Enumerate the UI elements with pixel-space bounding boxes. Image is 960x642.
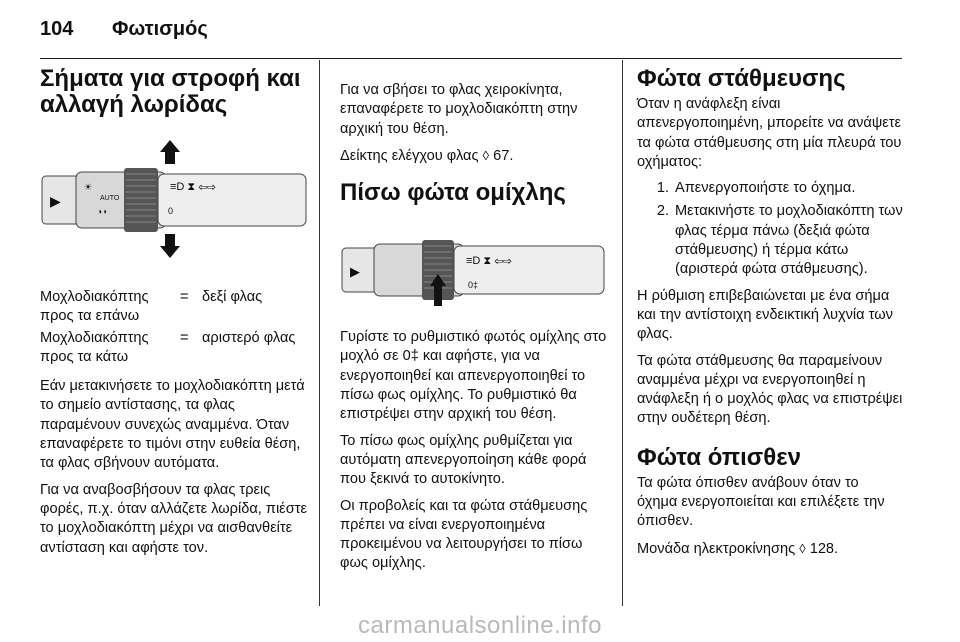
cross-reference bbox=[340, 146, 608, 166]
arrow-down-icon bbox=[160, 234, 180, 258]
reference-page-link[interactable]: 128. bbox=[809, 540, 839, 557]
paragraph-text: Για να σβήσει το φλας χειροκίνητα, επαναφέρετε το μοχλοδιακόπτη στην αρχική του θέση. bbox=[340, 82, 578, 137]
step-text: Απενεργοποιήστε το όχημα. bbox=[675, 180, 856, 197]
chapter-title: Φωτισμός bbox=[112, 18, 208, 40]
turn-signal-stalk-figure bbox=[40, 128, 308, 278]
svg-text:☀: ☀ bbox=[84, 182, 93, 192]
definition-row bbox=[40, 288, 308, 327]
step-number: 1. bbox=[656, 180, 669, 197]
reference-arrow-icon: ◊ bbox=[482, 147, 490, 163]
fog-light-stalk-figure bbox=[340, 214, 608, 314]
stalk-symbol: ▶ bbox=[50, 193, 61, 209]
step-list bbox=[637, 179, 903, 279]
fog-light-icon: 0‡ bbox=[402, 348, 419, 365]
section-heading-reverse-lights: Φώτα όπισθεν bbox=[637, 443, 801, 471]
figure-label-zero: 0 bbox=[168, 206, 174, 216]
list-item bbox=[637, 202, 903, 279]
reference-text: Μονάδα ηλεκτροκίνησης bbox=[637, 540, 796, 557]
section-heading-turn-signals: Σήματα για στροφή και αλλαγή λωρίδας bbox=[40, 65, 301, 118]
section-heading-parking-lights: Φώτα στάθμευσης bbox=[637, 65, 846, 92]
definition-list bbox=[40, 288, 308, 367]
paragraph: Όταν η ανάφλεξη είναι απενεργοποιημένη, μπορείτε να ανάψετε τα φώτα στάθμευσης στη μία πλευρά του οχήματος: bbox=[637, 96, 902, 170]
definition-value: αριστερό φλας bbox=[202, 329, 296, 346]
definition-equals: = bbox=[180, 329, 189, 346]
paragraph: Οι προβολείς και τα φώτα στάθμευσης πρέπει να είναι ενεργοποιημένα προκειμένου να λειτουργήσει το πίσω φως ομίχλης. bbox=[340, 497, 588, 572]
paragraph bbox=[340, 81, 608, 139]
page-header bbox=[40, 18, 902, 48]
figure-label-parking: ◗◗ bbox=[98, 207, 108, 216]
column-3 bbox=[637, 66, 903, 566]
header-divider bbox=[40, 58, 902, 59]
step-text: Μετακινήστε το μοχλοδιακόπτη των φλας τέρμα πάνω (δεξιά φώτα στάθμευσης) ή τέρμα κάτω (αριστερά φώτα στάθμευσης). bbox=[675, 203, 903, 278]
section-heading-rear-fog: Πίσω φώτα ομίχλης bbox=[340, 179, 566, 207]
arrow-up-icon bbox=[160, 140, 180, 164]
definition-value: δεξί φλας bbox=[202, 289, 263, 305]
figure-label-auto: AUTO bbox=[100, 195, 120, 202]
paragraph-text: Γυρίστε το ρυθμιστικό φωτός ομίχλης στο μοχλό σε bbox=[340, 329, 607, 365]
column-divider-1 bbox=[319, 60, 320, 606]
column-divider-2 bbox=[622, 60, 623, 606]
paragraph: Η ρύθμιση επιβεβαιώνεται με ένα σήμα και την αντίστοιχη ενδεικτική λυχνία των φλας. bbox=[637, 287, 893, 343]
paragraph: Τα φώτα όπισθεν ανάβουν όταν το όχημα ενεργοποιείται και επιλέξετε την όπισθεν. bbox=[637, 474, 885, 530]
column-1 bbox=[40, 66, 308, 565]
reference-page-link[interactable]: 67. bbox=[493, 147, 514, 164]
paragraph-text: και αφήστε, για να ενεργοποιηθεί και απενεργοποιηθεί το πίσω φως ομίχλης. Το ρυθμιστικό θα επιστρέψει στην αρχική του θέση. bbox=[340, 348, 586, 423]
paragraph: Εάν μετακινήσετε το μοχλοδιακόπτη μετά το σημείο αντίστασης, τα φλας παραμένουν συνεχώς αναμμένα. Όταν επαναφέρετε το τιμόνι στην ευθεία θέση, τα φλας σβήνουν αυτόματα. bbox=[40, 378, 305, 472]
column-2 bbox=[340, 81, 608, 581]
reference-arrow-icon: ◊ bbox=[799, 540, 806, 556]
paragraph: Τα φώτα στάθμευσης θα παραμείνουν αναμμένα μέχρι να ενεργοποιηθεί η ανάφλεξη ή ο μοχλός φλας να επιστρέψει στην ουδέτερη θέση. bbox=[637, 352, 903, 427]
svg-text:≡D ⧗ ⇦⇨: ≡D ⧗ ⇦⇨ bbox=[466, 255, 512, 268]
definition-row bbox=[40, 329, 308, 368]
paragraph bbox=[340, 328, 608, 424]
list-item bbox=[637, 179, 903, 198]
watermark: carmanualsonline.info bbox=[358, 612, 602, 639]
svg-text:▶: ▶ bbox=[350, 264, 360, 280]
page-number: 104 bbox=[40, 18, 74, 40]
definition-equals: = bbox=[180, 289, 189, 305]
reference-text: Δείκτης ελέγχου φλας bbox=[340, 147, 479, 164]
cross-reference bbox=[637, 539, 903, 559]
paragraph: Για να αναβοσβήσουν τα φλας τρεις φορές, π.χ. όταν αλλάζετε λωρίδα, πιέστε το μοχλοδιακόπτη μέχρι να αισθανθείτε αντίσταση και αφήστε τον. bbox=[40, 481, 307, 556]
svg-text:≡D ⧗ ⇦⇨: ≡D ⧗ ⇦⇨ bbox=[170, 181, 216, 193]
paragraph: Το πίσω φως ομίχλης ρυθμίζεται για αυτόματη απενεργοποίηση κάθε φορά που ξεκινά το αυτοκίνητο. bbox=[340, 432, 587, 488]
step-number: 2. bbox=[656, 203, 669, 220]
definition-term: Μοχλοδιακόπτης προς τα κάτω bbox=[40, 329, 149, 365]
svg-text:0‡: 0‡ bbox=[468, 280, 479, 291]
definition-term: Μοχλοδιακόπτης προς τα επάνω bbox=[40, 289, 149, 325]
